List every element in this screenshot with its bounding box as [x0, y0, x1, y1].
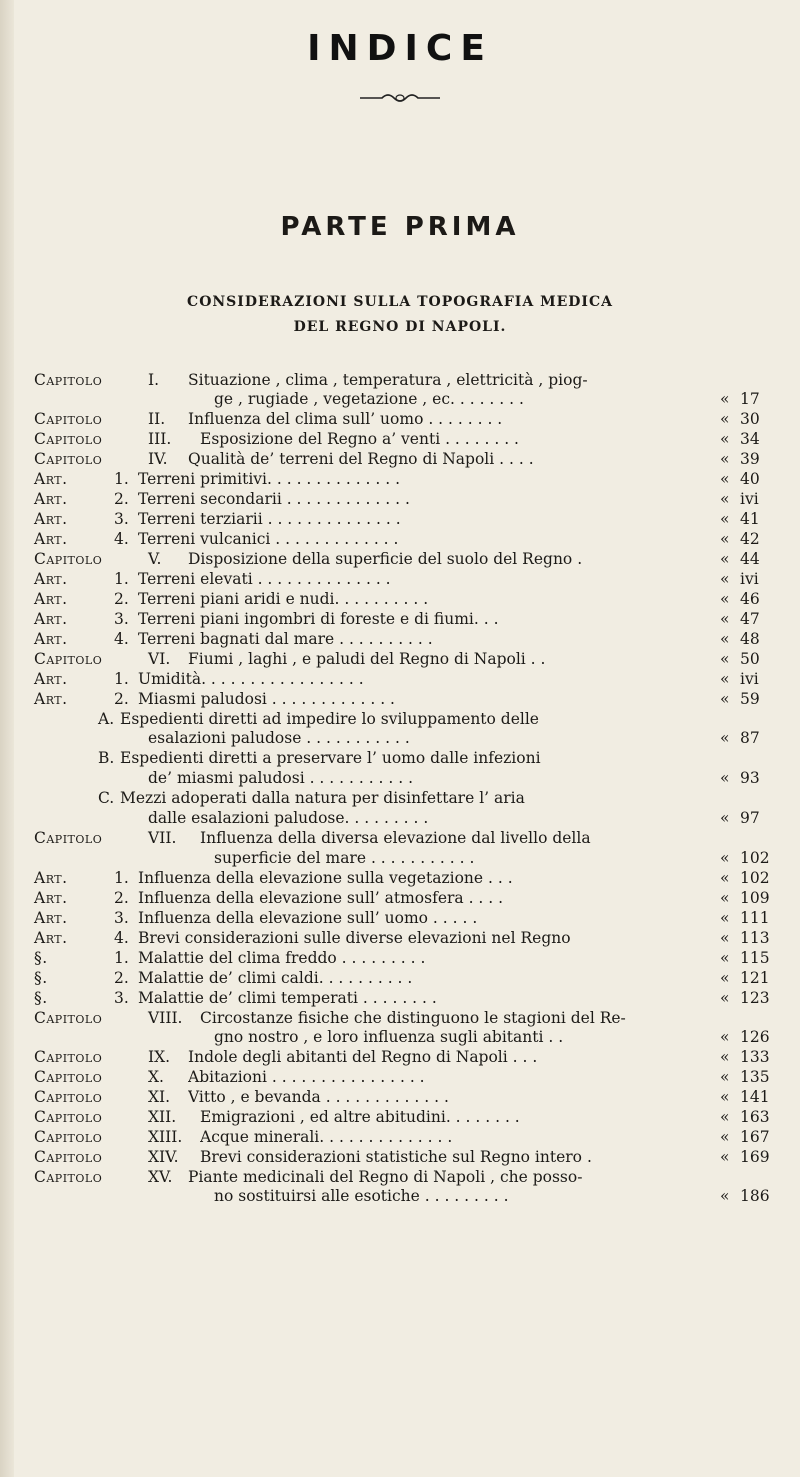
page-ref-mark: « [720, 929, 730, 947]
toc-entry-number: XI. [148, 1088, 171, 1106]
page-ref-mark: « [720, 729, 730, 747]
toc-entry-title: Espedienti diretti a preservare l’ uomo dalle infezioni [120, 749, 541, 767]
toc-entry-title: Terreni bagnati dal mare . . . . . . . . . . [138, 630, 433, 648]
toc-entry-label: §. [34, 969, 48, 987]
page-ref-mark: « [720, 690, 730, 708]
toc-entry-title: Piante medicinali del Regno di Napoli , che posso- [188, 1168, 583, 1186]
toc-page-number: ivi [740, 670, 759, 688]
toc-entry-number: III. [148, 430, 172, 448]
toc-entry-number: VII. [148, 829, 177, 847]
toc-entry-number: 3. [114, 510, 129, 528]
toc-entry-label: §. [34, 989, 48, 1007]
toc-entry-number: 3. [114, 909, 129, 927]
page-ref-mark: « [720, 610, 730, 628]
toc-entry-continuation: superficie del mare . . . . . . . . . . . [214, 849, 475, 867]
toc-entry-number: 2. [114, 490, 129, 508]
toc-entry-number: VI. [148, 650, 171, 668]
toc-entry-number: 3. [114, 610, 129, 628]
page-ref-mark: « [720, 410, 730, 428]
page-ref-mark: « [720, 849, 730, 867]
toc-entry-label: Capitolo [34, 1128, 103, 1146]
toc-entry-number: IV. [148, 450, 168, 468]
toc-entry-title: Brevi considerazioni statistiche sul Regno intero . [200, 1148, 592, 1166]
toc-entry-label: Art. [34, 670, 68, 688]
page-ref-mark: « [720, 909, 730, 927]
toc-entry-title: Abitazioni . . . . . . . . . . . . . . . . [188, 1068, 425, 1086]
toc-entry-title: Fiumi , laghi , e paludi del Regno di Napoli . . [188, 650, 546, 668]
toc-page-number: 109 [740, 889, 770, 907]
toc-entry-label: Art. [34, 690, 68, 708]
page-ref-mark: « [720, 989, 730, 1007]
toc-entry-number: I. [148, 371, 160, 389]
toc-entry-label: Capitolo [34, 371, 103, 389]
page-ref-mark: « [720, 630, 730, 648]
toc-entry-number: II. [148, 410, 166, 428]
toc-entry-number: X. [148, 1068, 164, 1086]
toc-page-number: 17 [740, 390, 760, 408]
toc-entry-label: Art. [34, 510, 68, 528]
toc-entry-title: Vitto , e bevanda . . . . . . . . . . . . . [188, 1088, 449, 1106]
toc-page-number: 50 [740, 650, 760, 668]
toc-entry-label: Art. [34, 929, 68, 947]
toc-entry-title: Terreni piani ingombri di foreste e di fiumi. . . [138, 610, 499, 628]
page-ref-mark: « [720, 1108, 730, 1126]
toc-page-number: 113 [740, 929, 770, 947]
toc-entry-title: Influenza della elevazione sull’ atmosfera . . . . [138, 889, 504, 907]
page-ref-mark: « [720, 390, 730, 408]
toc-page-number: 163 [740, 1108, 770, 1126]
toc-page-number: 30 [740, 410, 760, 428]
toc-entry-title: Malattie del clima freddo . . . . . . . . . [138, 949, 426, 967]
page-ref-mark: « [720, 570, 730, 588]
toc-page-number: 126 [740, 1028, 770, 1046]
toc-entry-label: Capitolo [34, 550, 103, 568]
toc-page-number: 167 [740, 1128, 770, 1146]
page-ref-mark: « [720, 490, 730, 508]
toc-entry-title: Esposizione del Regno a’ venti . . . . . . . . [200, 430, 519, 448]
toc-entry-label: Art. [34, 869, 68, 887]
toc-page-number: 135 [740, 1068, 770, 1086]
toc-entry-label: §. [34, 949, 48, 967]
section-subtitle-line-2: DEL REGNO DI NAPOLI. [293, 319, 507, 335]
toc-page-number: 34 [740, 430, 760, 448]
toc-entry-number: V. [148, 550, 162, 568]
toc-page-number: 115 [740, 949, 770, 967]
toc-entry-number: XIII. [148, 1128, 183, 1146]
toc-entry-number: 1. [114, 949, 129, 967]
toc-entry-label: Capitolo [34, 829, 103, 847]
toc-page-number: 111 [740, 909, 770, 927]
toc-entry-label: Art. [34, 630, 68, 648]
page-ref-mark: « [720, 869, 730, 887]
page-ref-mark: « [720, 590, 730, 608]
toc-page-number: 44 [740, 550, 760, 568]
page-ref-mark: « [720, 1128, 730, 1146]
section-subtitle: CONSIDERAZIONI SULLA TOPOGRAFIA MEDICA [187, 294, 613, 310]
toc-entry-label: Art. [34, 470, 68, 488]
page-ref-mark: « [720, 809, 730, 827]
toc-entry-number: 2. [114, 590, 129, 608]
toc-page-number: 102 [740, 849, 770, 867]
toc-page-number: 46 [740, 590, 760, 608]
toc-entry-label: Capitolo [34, 1048, 103, 1066]
toc-page-number: 123 [740, 989, 770, 1007]
page-ref-mark: « [720, 1028, 730, 1046]
toc-entry-number: 2. [114, 889, 129, 907]
page-ref-mark: « [720, 889, 730, 907]
toc-entry-title: Espedienti diretti ad impedire lo sviluppamento delle [120, 710, 539, 728]
toc-entry-continuation: ge , rugiade , vegetazione , ec. . . . . . . . [214, 390, 524, 408]
page-ref-mark: « [720, 949, 730, 967]
toc-entry-number: XIV. [148, 1148, 179, 1166]
part-heading: PARTE PRIMA [280, 212, 520, 242]
toc-entry-number: XII. [148, 1108, 177, 1126]
toc-entry-number: A. [98, 710, 115, 728]
toc-entry-label: Capitolo [34, 650, 103, 668]
toc-entry-label: Capitolo [34, 410, 103, 428]
toc-entry-number: IX. [148, 1048, 171, 1066]
toc-entry-title: Influenza della elevazione sulla vegetazione . . . [138, 869, 513, 887]
page-ref-mark: « [720, 450, 730, 468]
toc-page-number: 41 [740, 510, 760, 528]
toc-entry-title: Terreni secondarii . . . . . . . . . . . . . [138, 490, 410, 508]
toc-entry-title: Malattie de’ climi temperati . . . . . . . . [138, 989, 437, 1007]
toc-page-number: 40 [740, 470, 760, 488]
toc-page-number: ivi [740, 490, 759, 508]
page-ref-mark: « [720, 1068, 730, 1086]
toc-entry-number: 4. [114, 630, 129, 648]
toc-entry-continuation: de’ miasmi paludosi . . . . . . . . . . . [148, 769, 414, 787]
toc-page-number: 102 [740, 869, 770, 887]
toc-entry-title: Emigrazioni , ed altre abitudini. . . . . . . . [200, 1108, 520, 1126]
toc-entry-title: Mezzi adoperati dalla natura per disinfettare l’ aria [120, 789, 525, 807]
toc-entry-title: Influenza del clima sull’ uomo . . . . . . . . [188, 410, 503, 428]
toc-entry-number: 3. [114, 989, 129, 1007]
toc-entry-number: 1. [114, 670, 129, 688]
toc-entry-title: Influenza della diversa elevazione dal livello della [200, 829, 591, 847]
toc-entry-number: 2. [114, 969, 129, 987]
toc-entry-label: Capitolo [34, 450, 103, 468]
page-ref-mark: « [720, 969, 730, 987]
toc-entry-label: Art. [34, 570, 68, 588]
toc-entry-title: Terreni piani aridi e nudi. . . . . . . . . . [138, 590, 429, 608]
page-ref-mark: « [720, 430, 730, 448]
toc-entry-continuation: gno nostro , e loro influenza sugli abitanti . . [214, 1028, 564, 1046]
toc-entry-number: 1. [114, 570, 129, 588]
toc-entry-title: Circostanze fisiche che distinguono le stagioni del Re- [200, 1009, 626, 1027]
toc-entry-number: 2. [114, 690, 129, 708]
toc-entry-label: Art. [34, 530, 68, 548]
toc-entry-title: Influenza della elevazione sull’ uomo . . . . . [138, 909, 478, 927]
toc-entry-title: Indole degli abitanti del Regno di Napoli . . . [188, 1048, 538, 1066]
toc-page-number: 97 [740, 809, 760, 827]
toc-entry-number: C. [98, 789, 115, 807]
toc-entry-continuation: esalazioni paludose . . . . . . . . . . . [148, 729, 410, 747]
toc-page-number: 59 [740, 690, 760, 708]
page-ref-mark: « [720, 510, 730, 528]
toc-entry-title: Qualità de’ terreni del Regno di Napoli . . . . [188, 450, 534, 468]
toc-entry-title: Disposizione della superficie del suolo del Regno . [188, 550, 583, 568]
toc-page-number: 141 [740, 1088, 770, 1106]
toc-entry-title: Terreni primitivi. . . . . . . . . . . . . . [138, 470, 401, 488]
toc-page-number: 39 [740, 450, 760, 468]
toc-entry-label: Art. [34, 610, 68, 628]
toc-page-number: 87 [740, 729, 760, 747]
toc-entry-title: Terreni elevati . . . . . . . . . . . . . . [138, 570, 391, 588]
toc-entry-label: Capitolo [34, 1068, 103, 1086]
toc-entry-label: Capitolo [34, 1088, 103, 1106]
toc-entry-label: Art. [34, 590, 68, 608]
toc-entry-continuation: no sostituirsi alle esotiche . . . . . . . . . [214, 1187, 509, 1205]
toc-entry-continuation: dalle esalazioni paludose. . . . . . . . . [148, 809, 429, 827]
page-ref-mark: « [720, 550, 730, 568]
toc-page-number: ivi [740, 570, 759, 588]
toc-entry-label: Capitolo [34, 430, 103, 448]
toc-page-number: 93 [740, 769, 760, 787]
toc-entry-number: VIII. [148, 1009, 183, 1027]
toc-entry-label: Art. [34, 889, 68, 907]
toc-entry-number: XV. [148, 1168, 173, 1186]
toc-entry-label: Capitolo [34, 1108, 103, 1126]
toc-entry-label: Capitolo [34, 1009, 103, 1027]
page-title: INDICE [307, 28, 493, 69]
page-ref-mark: « [720, 1187, 730, 1205]
toc-page-number: 42 [740, 530, 760, 548]
page-ref-mark: « [720, 769, 730, 787]
toc-entry-title: Terreni vulcanici . . . . . . . . . . . . . [138, 530, 399, 548]
toc-entry-label: Art. [34, 909, 68, 927]
toc-entry-label: Capitolo [34, 1168, 103, 1186]
toc-page-number: 169 [740, 1148, 770, 1166]
toc-page-number: 133 [740, 1048, 770, 1066]
page-ref-mark: « [720, 670, 730, 688]
toc-entry-number: 1. [114, 470, 129, 488]
toc-entry-label: Capitolo [34, 1148, 103, 1166]
toc-entry-title: Umidità. . . . . . . . . . . . . . . . . [138, 670, 364, 688]
page-ref-mark: « [720, 650, 730, 668]
toc-page-number: 186 [740, 1187, 770, 1205]
page-ref-mark: « [720, 1048, 730, 1066]
toc-entry-number: 4. [114, 929, 129, 947]
toc-entry-title: Terreni terziarii . . . . . . . . . . . . . . [138, 510, 401, 528]
toc-entry-title: Acque minerali. . . . . . . . . . . . . . [200, 1128, 453, 1146]
toc-page-number: 48 [740, 630, 760, 648]
toc-entry-number: 4. [114, 530, 129, 548]
toc-entry-title: Miasmi paludosi . . . . . . . . . . . . . [138, 690, 395, 708]
toc-entry-number: 1. [114, 869, 129, 887]
page-ref-mark: « [720, 1088, 730, 1106]
page-ref-mark: « [720, 470, 730, 488]
toc-entry-title: Brevi considerazioni sulle diverse elevazioni nel Regno [138, 929, 571, 947]
toc-entry-title: Situazione , clima , temperatura , elettricità , piog- [188, 371, 588, 389]
toc-entry-title: Malattie de’ climi caldi. . . . . . . . . . [138, 969, 413, 987]
toc-entry-label: Art. [34, 490, 68, 508]
toc-page-number: 47 [740, 610, 760, 628]
page-ref-mark: « [720, 1148, 730, 1166]
page-ref-mark: « [720, 530, 730, 548]
toc-entry-number: B. [98, 749, 115, 767]
toc-page-number: 121 [740, 969, 770, 987]
